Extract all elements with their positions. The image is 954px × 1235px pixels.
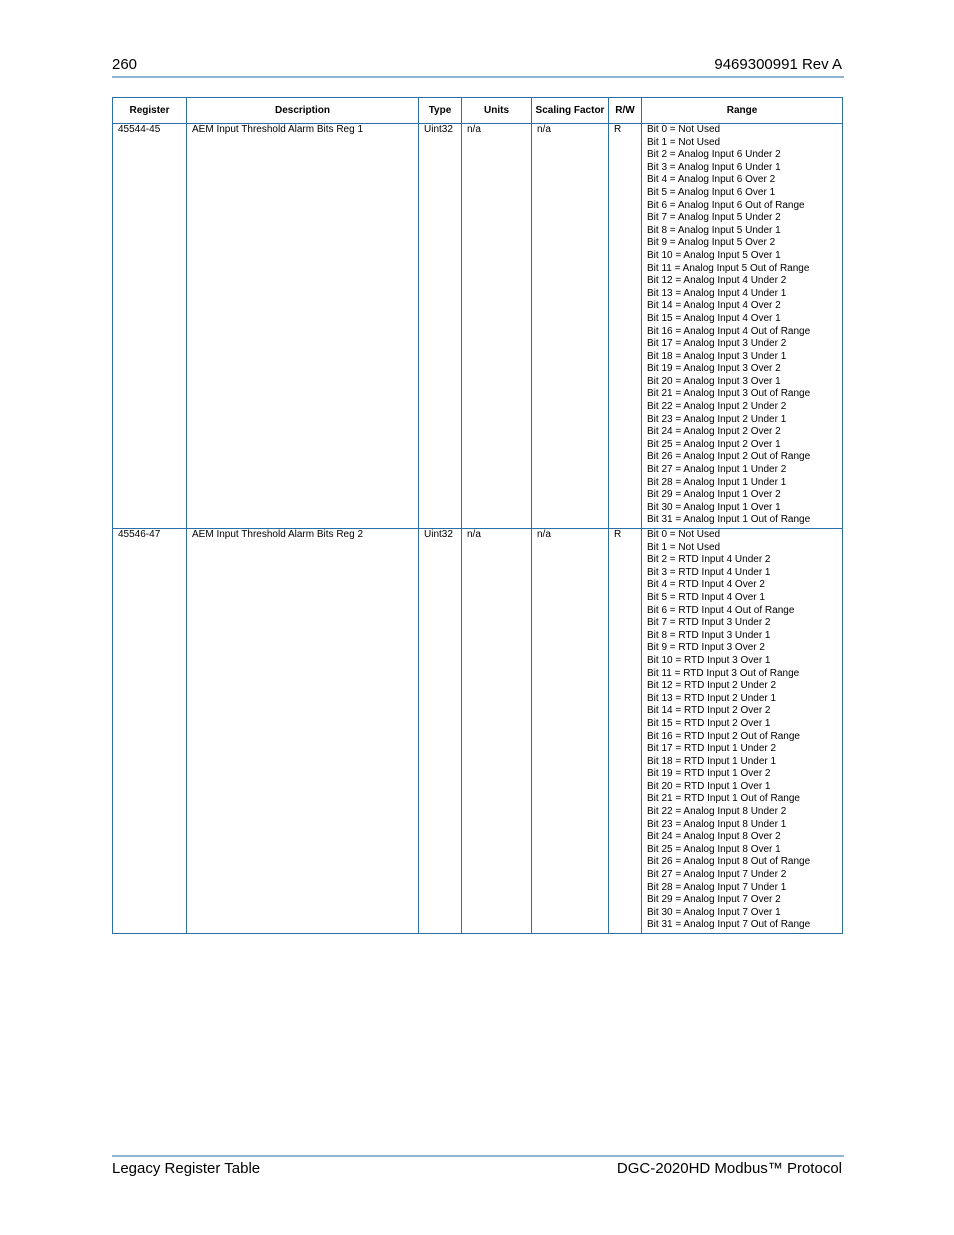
range-bit-line: Bit 28 = Analog Input 1 Under 1: [647, 476, 787, 488]
rw-cell: R: [609, 529, 642, 934]
range-bit-line: Bit 7 = Analog Input 5 Under 2: [647, 212, 781, 224]
page-header: [112, 56, 842, 74]
col-header-range: Range: [642, 98, 843, 124]
col-header-scaling-factor: Scaling Factor: [532, 98, 609, 124]
range-bit-line: Bit 1 = Not Used: [647, 136, 721, 148]
range-bit-line: Bit 23 = Analog Input 8 Under 1: [647, 818, 787, 830]
range-bit-line: Bit 4 = RTD Input 4 Over 2: [647, 579, 765, 591]
range-bit-line: Bit 23 = Analog Input 2 Under 1: [647, 413, 787, 425]
rw-cell: R: [609, 124, 642, 529]
range-bit-line: Bit 6 = Analog Input 6 Out of Range: [647, 199, 805, 211]
register-cell: 45544-45: [113, 124, 187, 529]
range-bit-line: Bit 3 = RTD Input 4 Under 1: [647, 566, 771, 578]
type-cell: Uint32: [419, 124, 462, 529]
range-bit-line: Bit 1 = Not Used: [647, 541, 721, 553]
type-cell: Uint32: [419, 529, 462, 934]
range-bit-line: Bit 5 = Analog Input 6 Over 1: [647, 186, 776, 198]
range-bit-line: Bit 11 = RTD Input 3 Out of Range: [647, 667, 800, 679]
range-bit-line: Bit 27 = Analog Input 1 Under 2: [647, 464, 787, 476]
range-bit-line: Bit 12 = RTD Input 2 Under 2: [647, 680, 777, 692]
units-cell: n/a: [462, 124, 532, 529]
range-bit-line: Bit 8 = RTD Input 3 Under 1: [647, 629, 771, 641]
range-bit-line: Bit 29 = Analog Input 7 Over 2: [647, 894, 781, 906]
range-bit-line: Bit 19 = Analog Input 3 Over 2: [647, 363, 781, 375]
range-bit-line: Bit 3 = Analog Input 6 Under 1: [647, 161, 781, 173]
register-table: [112, 97, 843, 934]
range-cell: [642, 529, 843, 934]
page-footer: [112, 1160, 842, 1178]
range-bit-line: Bit 15 = Analog Input 4 Over 1: [647, 312, 781, 324]
range-bit-line: Bit 22 = Analog Input 8 Under 2: [647, 806, 787, 818]
document-id: 9469300991 Rev A: [714, 56, 842, 73]
range-bit-line: Bit 21 = RTD Input 1 Out of Range: [647, 793, 800, 805]
range-bit-line: Bit 10 = Analog Input 5 Over 1: [647, 249, 781, 261]
range-bit-line: Bit 25 = Analog Input 8 Over 1: [647, 843, 781, 855]
units-cell: n/a: [462, 529, 532, 934]
range-bit-line: Bit 24 = Analog Input 8 Over 2: [647, 831, 781, 843]
range-cell: [642, 124, 843, 529]
register-cell: 45546-47: [113, 529, 187, 934]
range-bit-line: Bit 20 = RTD Input 1 Over 1: [647, 780, 771, 792]
range-bit-line: Bit 22 = Analog Input 2 Under 2: [647, 401, 787, 413]
range-bit-line: Bit 5 = RTD Input 4 Over 1: [647, 591, 765, 603]
range-bit-line: Bit 17 = Analog Input 3 Under 2: [647, 338, 787, 350]
scaling-factor-cell: n/a: [532, 124, 609, 529]
range-bit-line: Bit 26 = Analog Input 2 Out of Range: [647, 451, 811, 463]
range-bit-line: Bit 4 = Analog Input 6 Over 2: [647, 174, 776, 186]
range-bit-line: Bit 2 = Analog Input 6 Under 2: [647, 149, 781, 161]
table-row: [113, 529, 843, 934]
range-bit-line: Bit 31 = Analog Input 7 Out of Range: [647, 919, 811, 931]
range-bit-line: Bit 28 = Analog Input 7 Under 1: [647, 881, 787, 893]
table-header-row: [113, 98, 843, 124]
col-header-rw: R/W: [609, 98, 642, 124]
range-bit-line: Bit 18 = RTD Input 1 Under 1: [647, 755, 777, 767]
range-bit-line: Bit 2 = RTD Input 4 Under 2: [647, 554, 771, 566]
range-bit-line: Bit 13 = RTD Input 2 Under 1: [647, 692, 777, 704]
col-header-units: Units: [462, 98, 532, 124]
range-bit-line: Bit 14 = Analog Input 4 Over 2: [647, 300, 781, 312]
range-bit-line: Bit 15 = RTD Input 2 Over 1: [647, 717, 771, 729]
range-bit-line: Bit 9 = Analog Input 5 Over 2: [647, 237, 776, 249]
range-bit-line: Bit 20 = Analog Input 3 Over 1: [647, 375, 781, 387]
range-bit-line: Bit 16 = Analog Input 4 Out of Range: [647, 325, 811, 337]
range-bit-line: Bit 27 = Analog Input 7 Under 2: [647, 869, 787, 881]
col-header-description: Description: [187, 98, 419, 124]
description-cell: AEM Input Threshold Alarm Bits Reg 1: [187, 124, 419, 529]
range-bit-line: Bit 9 = RTD Input 3 Over 2: [647, 642, 765, 654]
range-bit-line: Bit 26 = Analog Input 8 Out of Range: [647, 856, 811, 868]
col-header-type: Type: [419, 98, 462, 124]
page-number: 260: [112, 56, 138, 73]
range-bit-line: Bit 18 = Analog Input 3 Under 1: [647, 350, 787, 362]
range-bit-line: Bit 21 = Analog Input 3 Out of Range: [647, 388, 811, 400]
range-bit-line: Bit 17 = RTD Input 1 Under 2: [647, 743, 777, 755]
footer-rule: [112, 1155, 844, 1157]
range-bit-line: Bit 29 = Analog Input 1 Over 2: [647, 489, 781, 501]
range-bit-line: Bit 11 = Analog Input 5 Out of Range: [647, 262, 810, 274]
range-bit-line: Bit 30 = Analog Input 1 Over 1: [647, 501, 781, 513]
range-bit-line: Bit 6 = RTD Input 4 Out of Range: [647, 604, 795, 616]
range-bit-line: Bit 0 = Not Used: [647, 124, 721, 135]
range-bit-line: Bit 13 = Analog Input 4 Under 1: [647, 287, 787, 299]
range-bit-line: Bit 25 = Analog Input 2 Over 1: [647, 438, 781, 450]
range-bit-line: Bit 8 = Analog Input 5 Under 1: [647, 224, 781, 236]
range-bit-line: Bit 16 = RTD Input 2 Out of Range: [647, 730, 800, 742]
description-cell: AEM Input Threshold Alarm Bits Reg 2: [187, 529, 419, 934]
table-row: [113, 124, 843, 529]
footer-section: Legacy Register Table: [112, 1160, 261, 1177]
scaling-factor-cell: n/a: [532, 529, 609, 934]
col-header-register: Register: [113, 98, 187, 124]
header-rule: [112, 76, 844, 78]
range-bit-line: Bit 19 = RTD Input 1 Over 2: [647, 768, 771, 780]
range-bit-line: Bit 10 = RTD Input 3 Over 1: [647, 654, 771, 666]
range-bit-line: Bit 12 = Analog Input 4 Under 2: [647, 275, 787, 287]
range-bit-line: Bit 24 = Analog Input 2 Over 2: [647, 426, 781, 438]
range-bit-line: Bit 0 = Not Used: [647, 529, 721, 540]
range-bit-line: Bit 30 = Analog Input 7 Over 1: [647, 906, 781, 918]
range-bit-line: Bit 7 = RTD Input 3 Under 2: [647, 617, 771, 629]
range-bit-line: Bit 14 = RTD Input 2 Over 2: [647, 705, 771, 717]
footer-title: DGC-2020HD Modbus™ Protocol: [616, 1160, 842, 1177]
range-bit-line: Bit 31 = Analog Input 1 Out of Range: [647, 514, 811, 526]
